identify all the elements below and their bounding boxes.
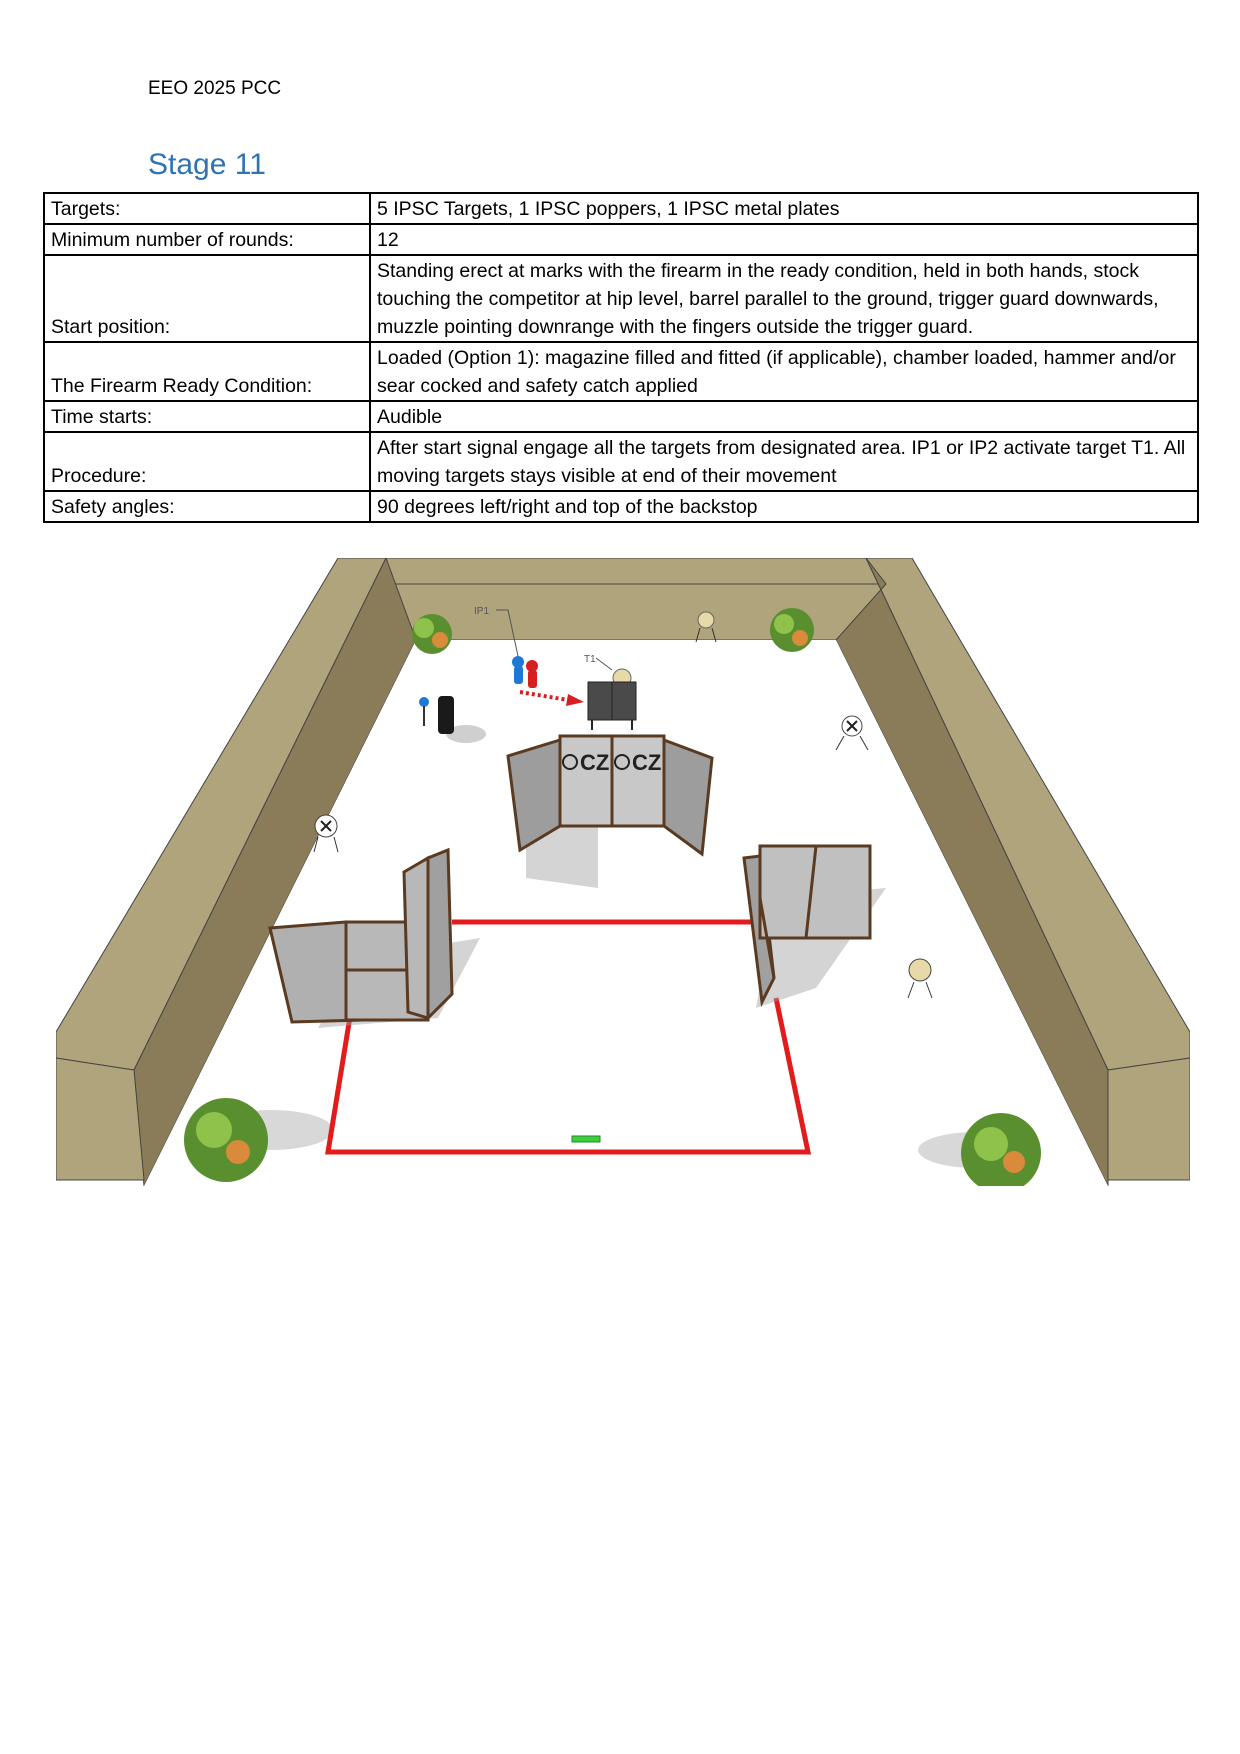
row-value: Audible [370,401,1198,432]
bush [770,608,814,652]
stage-diagram [56,558,1190,1186]
row-value: Loaded (Option 1): magazine filled and fitted (if applicable), chamber loaded, hammer and/or sear cocked and safety catch applied [370,342,1198,401]
right-berm-end [1108,1058,1190,1180]
row-value: 12 [370,224,1198,255]
row-value: 5 IPSC Targets, 1 IPSC poppers, 1 IPSC metal plates [370,193,1198,224]
row-value: Standing erect at marks with the firearm in the ready condition, held in both hands, stock touching the competitor at hip level, barrel parallel to the ground, trigger guard downwards, muzzle pointing downrange with the fingers outside the trigger guard. [370,255,1198,342]
bush [412,614,452,654]
table-row [44,491,1198,522]
table-row [44,342,1198,401]
table-row [44,432,1198,491]
brand-logo-left: CZ [580,750,610,775]
brand-logo-right: CZ [632,750,662,775]
row-label: Procedure: [44,432,370,491]
t1-label: T1 [584,654,596,665]
row-label: Minimum number of rounds: [44,224,370,255]
start-mark [572,1136,600,1142]
page-header: EEO 2025 PCC [148,78,282,99]
row-label: The Firearm Ready Condition: [44,342,370,401]
table-row [44,255,1198,342]
stage-table [43,192,1199,523]
table-row [44,224,1198,255]
table-row [44,193,1198,224]
table-row [44,401,1198,432]
ip1-label: IP1 [474,606,490,617]
row-label: Safety angles: [44,491,370,522]
row-label: Start position: [44,255,370,342]
row-label: Time starts: [44,401,370,432]
row-label: Targets: [44,193,370,224]
left-berm-end [56,1058,144,1180]
row-value: 90 degrees left/right and top of the backstop [370,491,1198,522]
row-value: After start signal engage all the targets from designated area. IP1 or IP2 activate target T1. All moving targets stays visible at end of their movement [370,432,1198,491]
page-title: Stage 11 [148,148,266,181]
back-berm [338,558,886,584]
